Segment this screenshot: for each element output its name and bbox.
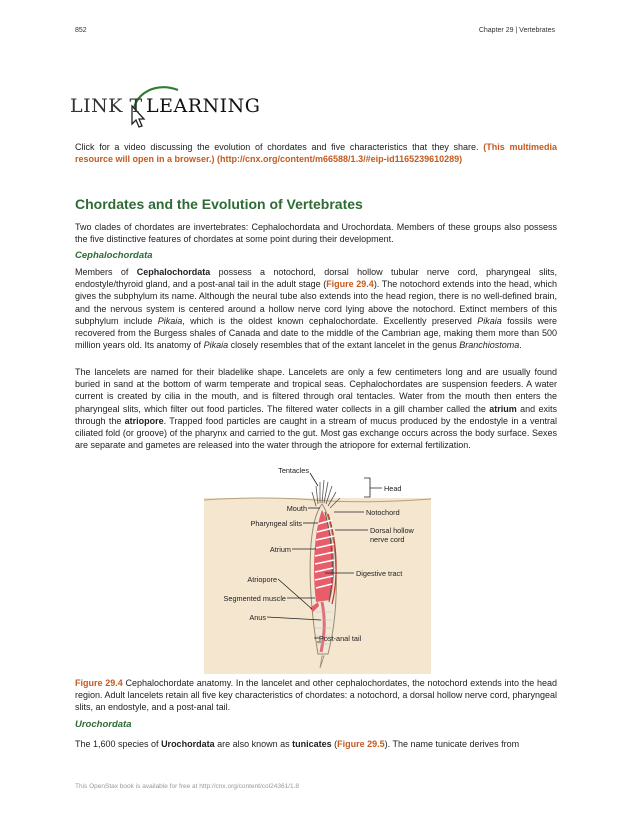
- label-post-anal-tail: Post-anal tail: [319, 634, 362, 643]
- urochordata-heading: Urochordata: [75, 719, 132, 730]
- section-title: Chordates and the Evolution of Vertebrates: [75, 196, 363, 212]
- cephalochordata-paragraph-2: The lancelets are named for their bladelike shape. Lancelets are only a few centimeters long and are usually found buried in sand at the bottom of warm temperate and tropical seas. Cephalochordates are suspension feeders. A water current is created by cilia in the mouth, and is filtered through oral tentacles. Water from the mouth then enters the pharyngeal slits, which filter out food particles. The filtered water collects in a gill chamber called the atrium and exits through the atriopore. Trapped food particles are caught in a stream of mucus produced by the endostyle in a ventral ciliated fold (or groove) of the pharynx and carried to the gut. Most gas exchange occurs across the body surface. Sexes are separate and gametes are released into the water through the atriopore for external fertilization.: [75, 367, 558, 451]
- term-tunicates: tunicates: [292, 739, 332, 749]
- term-urochordata: Urochordata: [161, 739, 215, 749]
- figure-29-4-link[interactable]: Figure 29.4: [326, 279, 374, 290]
- figure-29-5-link[interactable]: Figure 29.5: [337, 739, 385, 749]
- label-tentacles: Tentacles: [278, 466, 309, 475]
- label-head: Head: [384, 484, 402, 493]
- label-atriopore: Atriopore: [247, 575, 277, 584]
- label-nerve-cord: nerve cord: [370, 535, 405, 544]
- link-to-learning-logo: [68, 76, 261, 128]
- label-atrium: Atrium: [269, 545, 291, 554]
- figure-caption-label: Figure 29.4: [75, 678, 123, 688]
- link-to-learning-text: Click for a video discussing the evolution of chordates and five characteristics that they share. (This multimedia resource will open in a browser.) (http://cnx.org/content/m66588/1.3/#eip-id1165239610289): [75, 142, 557, 165]
- chapter-header: Chapter 29 | Vertebrates: [478, 27, 555, 34]
- urochordata-paragraph: The 1,600 species of Urochordata are also known as tunicates (Figure 29.5). The name tunicate derives from: [75, 739, 520, 749]
- lancelet-anatomy-figure: [204, 462, 431, 674]
- label-anus: Anus: [249, 613, 266, 622]
- label-segmented-muscle: Segmented muscle: [223, 594, 286, 603]
- page-number: 852: [75, 27, 87, 34]
- logo-word-learning: LEARNING: [146, 95, 261, 117]
- cephalochordata-heading: Cephalochordata: [75, 250, 153, 261]
- label-digestive-tract: Digestive tract: [356, 569, 403, 578]
- cephalochordata-paragraph-1: Members of Cephalochordata possess a notochord, dorsal hollow tubular nerve cord, pharyngeal slits, endostyle/thyroid gland, and a post-anal tail in the adult stage (Figure 29.4). The notochord extends into the head, which gives the subphylum its name. Although the neural tube also extends into the head region, there is no well-defined brain, and the nervous system is centered around a hollow nerve cord lying above the notochord. Extinct members of this subphylum include Pikaia, which is the oldest known cephalochordate. Excellently preserved Pikaia fossils were recovered from the Burgess shales of Canada and date to the middle of the Cambrian age, making them more than 500 million years old. Its anatomy of Pikaia closely resembles that of the extant lancelet in the genus Branchiostoma.: [75, 267, 557, 351]
- term-atriopore: atriopore: [124, 415, 164, 426]
- multimedia-link[interactable]: (This multimedia resource will open in a browser.) (http://cnx.org/content/m66588/1.3/#eip-id1165239610289): [75, 142, 557, 165]
- label-pharyngeal-slits: Pharyngeal slits: [250, 519, 302, 528]
- label-dorsal-hollow: Dorsal hollow: [370, 526, 414, 535]
- term-cephalochordata: Cephalochordata: [136, 267, 211, 277]
- label-mouth: Mouth: [286, 504, 307, 513]
- footer-text: This OpenStax book is available for free at http://cnx.org/content/col24361/1.8: [75, 783, 300, 790]
- term-atrium: atrium: [489, 403, 517, 414]
- logo-word-link: LINK T: [70, 95, 143, 117]
- figure-caption: Figure 29.4 Cephalochordate anatomy. In the lancelet and other cephalochordates, the notochord extends into the head region. Adult lancelets retain all five key characteristics of chordates: a notochord, a dorsal hollow nerve cord, pharyngeal slits, an endostyle, and a post-anal tail.: [75, 678, 557, 713]
- intro-paragraph: Two clades of chordates are invertebrates: Cephalochordata and Urochordata. Members of these groups also possess the five distinctive features of chordates at some point during their development.: [75, 222, 557, 245]
- label-notochord: Notochord: [366, 508, 400, 517]
